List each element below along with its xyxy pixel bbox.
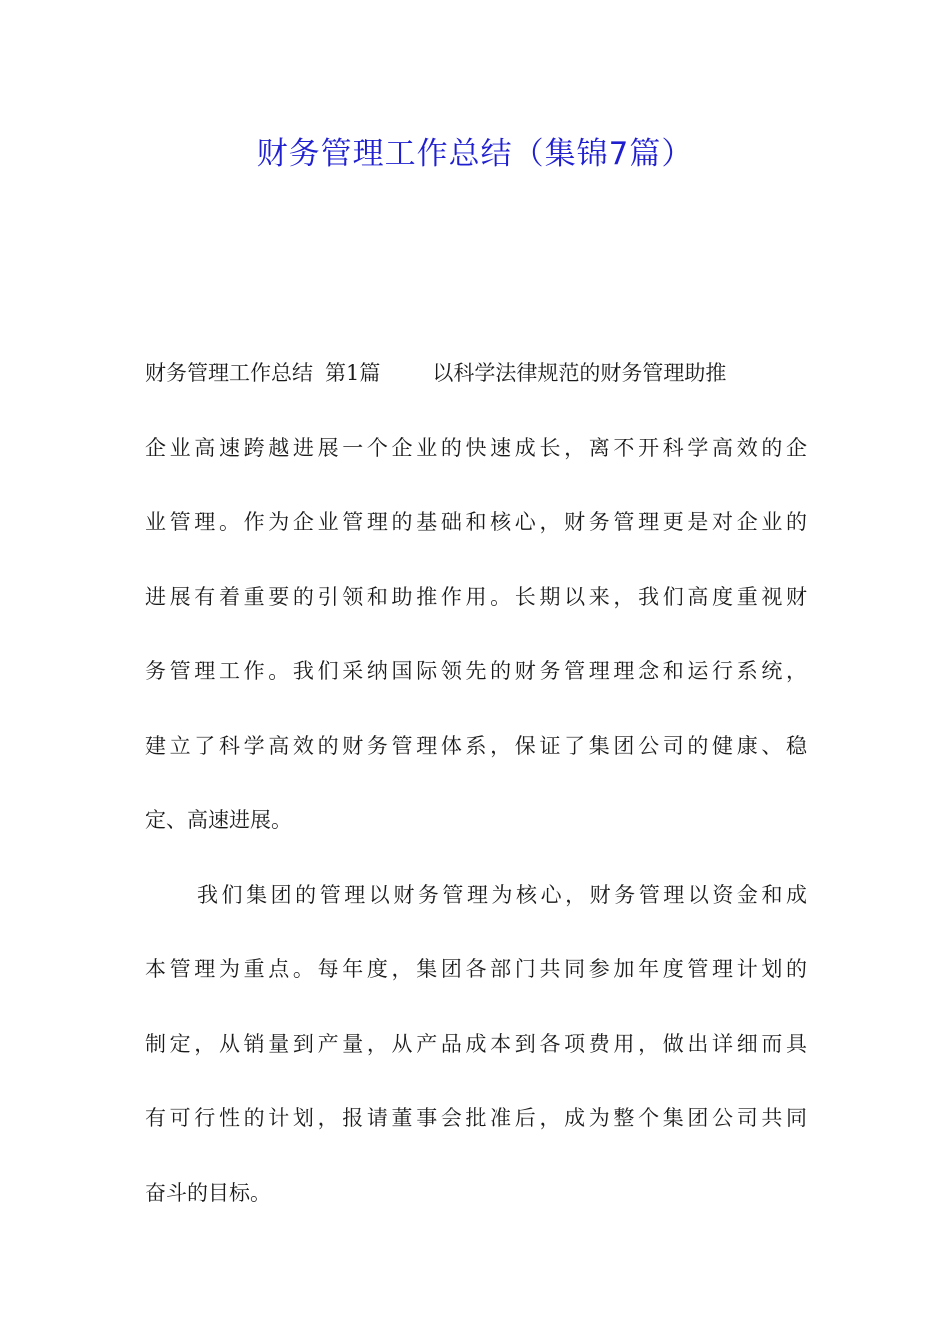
paragraph-2-line-4: 有可行性的计划，报请董事会批准后，成为整个集团公司共同	[145, 1106, 807, 1130]
document-body	[145, 336, 807, 1230]
paragraph-1-line-1	[145, 336, 807, 411]
section-label: 财务管理工作总结	[145, 361, 313, 385]
paragraph-2-line-1: 我们集团的管理以财务管理为核心，财务管理以资金和成	[197, 882, 807, 907]
section-number: 第1篇	[325, 361, 381, 385]
paragraph-1-line-2: 企业高速跨越进展一个企业的快速成长，离不开科学高效的企	[145, 435, 807, 460]
paragraph-1-line-6: 建立了科学高效的财务管理体系，保证了集团公司的健康、稳	[145, 733, 807, 758]
paragraph-1-text: 以科学法律规范的财务管理助推	[432, 361, 727, 385]
document-title: 财务管理工作总结（集锦7篇）	[256, 136, 694, 172]
paragraph-1-line-3: 业管理。作为企业管理的基础和核心，财务管理更是对企业的	[145, 510, 807, 534]
paragraph-1-line-7: 定、高速进展。	[145, 808, 292, 832]
paragraph-2-line-5: 奋斗的目标。	[145, 1180, 271, 1205]
paragraph-1-line-4: 进展有着重要的引领和助推作用。长期以来，我们高度重视财	[145, 584, 807, 609]
paragraph-2-line-2: 本管理为重点。每年度，集团各部门共同参加年度管理计划的	[145, 957, 807, 981]
paragraph-1-line-5: 务管理工作。我们采纳国际领先的财务管理理念和运行系统，	[145, 659, 807, 683]
paragraph-2-line-3: 制定，从销量到产量，从产品成本到各项费用，做出详细而具	[145, 1031, 807, 1056]
